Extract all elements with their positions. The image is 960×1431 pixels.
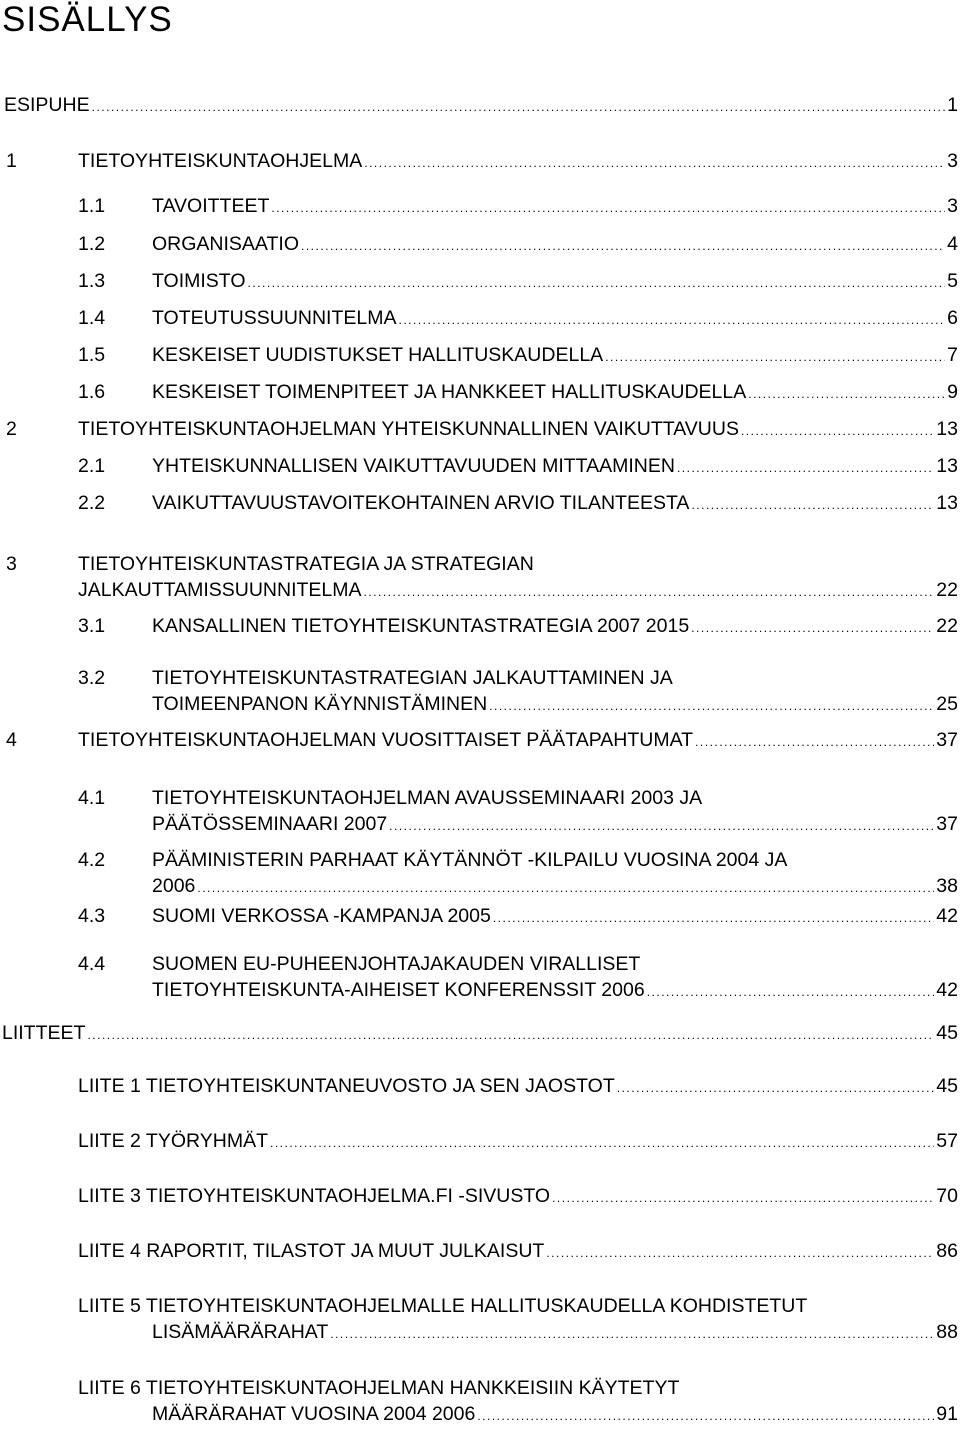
toc-page-number: 45	[936, 1022, 958, 1044]
toc-entry-label: TIETOYHTEISKUNTASTRATEGIAN JALKAUTTAMINEN JA	[152, 667, 673, 689]
dot-leader	[748, 381, 945, 407]
toc-page-number: 86	[936, 1240, 958, 1262]
toc-entry-number: 2.2	[78, 492, 106, 514]
toc-page-number: 70	[936, 1185, 958, 1207]
toc-entry[interactable]	[0, 1183, 960, 1209]
dot-leader	[677, 455, 934, 481]
toc-entry-number: 1.3	[78, 270, 106, 292]
dot-leader	[270, 1130, 934, 1156]
toc-entry[interactable]	[0, 1238, 960, 1264]
toc-entry-number: 1	[6, 150, 17, 172]
toc-entry[interactable]	[0, 342, 960, 368]
toc-entry-number: 4.2	[78, 849, 106, 871]
dot-leader	[87, 1022, 934, 1048]
toc-entry[interactable]	[0, 847, 960, 899]
dot-leader	[364, 579, 935, 605]
toc-entry-number: 1.6	[78, 381, 106, 403]
dot-leader	[477, 1403, 934, 1429]
dot-leader	[248, 270, 946, 296]
toc-entry[interactable]	[0, 92, 960, 118]
dot-leader	[301, 233, 945, 259]
dot-leader	[695, 729, 934, 755]
toc-entry-label: SUOMEN EU-PUHEENJOHTAJAKAUDEN VIRALLISET	[152, 953, 641, 975]
toc-entry-label: SUOMI VERKOSSA -KAMPANJA 2005	[152, 905, 491, 927]
toc-entry-number: 1.4	[78, 307, 106, 329]
toc-page-number: 37	[936, 729, 958, 751]
toc-page-number: 88	[936, 1321, 958, 1343]
toc-entry[interactable]	[0, 785, 960, 837]
toc-entry[interactable]	[0, 453, 960, 479]
toc-page-number: 22	[936, 615, 958, 637]
dot-leader	[493, 905, 934, 931]
toc-entry-number: 4.1	[78, 787, 106, 809]
toc-page-number: 45	[936, 1075, 958, 1097]
toc-entry-label: KESKEISET UUDISTUKSET HALLITUSKAUDELLA	[152, 344, 604, 366]
toc-entry[interactable]	[0, 1073, 960, 1099]
toc-page-number: 91	[936, 1403, 958, 1425]
dot-leader	[489, 693, 934, 719]
toc-entry[interactable]	[0, 268, 960, 294]
dot-leader	[691, 492, 934, 518]
toc-entry-number: 1.2	[78, 233, 106, 255]
dot-leader	[364, 150, 945, 176]
toc-page-number: 6	[947, 307, 958, 329]
toc-entry-label: LIITE 5 TIETOYHTEISKUNTAOHJELMALLE HALLITUSKAUDELLA KOHDISTETUT	[78, 1295, 808, 1317]
toc-entry-label: TIETOYHTEISKUNTAOHJELMAN AVAUSSEMINAARI 2003 JA	[152, 787, 703, 809]
toc-entry-label: LIITTEET	[2, 1022, 86, 1044]
toc-entry-label: TIETOYHTEISKUNTA-AIHEISET KONFERENSSIT 2006	[152, 979, 645, 1001]
toc-entry[interactable]	[0, 305, 960, 331]
toc-entry[interactable]	[0, 416, 960, 442]
toc-entry-number: 4.3	[78, 905, 106, 927]
toc-entry[interactable]	[0, 665, 960, 717]
toc-page-number: 22	[936, 579, 958, 601]
toc-entry-label: VAIKUTTAVUUSTAVOITEKOHTAINEN ARVIO TILANTEESTA	[152, 492, 690, 514]
dot-leader	[546, 1240, 934, 1266]
toc-entry[interactable]	[0, 727, 960, 753]
toc-entry[interactable]	[0, 1375, 960, 1427]
toc-page-number: 13	[936, 418, 958, 440]
dot-leader	[647, 979, 935, 1005]
toc-entry-number: 1.5	[78, 344, 106, 366]
toc-entry[interactable]	[0, 551, 960, 603]
dot-leader	[330, 1321, 934, 1347]
dot-leader	[271, 195, 945, 221]
dot-leader	[399, 307, 946, 333]
dot-leader	[92, 94, 946, 120]
toc-entry-label: PÄÄMINISTERIN PARHAAT KÄYTÄNNÖT -KILPAILU VUOSINA 2004 JA	[152, 849, 788, 871]
toc-entry[interactable]	[0, 1020, 960, 1046]
toc-page-number: 42	[936, 905, 958, 927]
toc-entry-number: 4.4	[78, 953, 106, 975]
toc-entry-label: MÄÄRÄRAHAT VUOSINA 2004 2006	[152, 1403, 476, 1425]
toc-entry-label: TIETOYHTEISKUNTAOHJELMA	[78, 150, 363, 172]
toc-entry-label: KANSALLINEN TIETOYHTEISKUNTASTRATEGIA 2007 2015	[152, 615, 690, 637]
toc-page-number: 7	[947, 344, 958, 366]
toc-entry-label: TIETOYHTEISKUNTASTRATEGIA JA STRATEGIAN	[78, 553, 534, 575]
toc-entry[interactable]	[0, 193, 960, 219]
toc-entry[interactable]	[0, 1128, 960, 1154]
dot-leader	[389, 813, 934, 839]
toc-entry-label: LIITE 3 TIETOYHTEISKUNTAOHJELMA.FI -SIVUSTO	[78, 1185, 551, 1207]
toc-page-number: 13	[936, 492, 958, 514]
toc-entry-label: KESKEISET TOIMENPITEET JA HANKKEET HALLITUSKAUDELLA	[152, 381, 747, 403]
toc-page-number: 5	[947, 270, 958, 292]
toc-page-number: 25	[936, 693, 958, 715]
toc-entry[interactable]	[0, 490, 960, 516]
toc-page-number: 38	[936, 875, 958, 897]
toc-entry-label: TOIMISTO	[152, 270, 246, 292]
toc-entry[interactable]	[0, 148, 960, 174]
toc-entry-number: 2	[6, 418, 17, 440]
toc-entry[interactable]	[0, 231, 960, 257]
dot-leader	[691, 615, 934, 641]
toc-entry-label: LIITE 4 RAPORTIT, TILASTOT JA MUUT JULKAISUT	[78, 1240, 545, 1262]
toc-entry-number: 3.1	[78, 615, 106, 637]
toc-entry-label: YHTEISKUNNALLISEN VAIKUTTAVUUDEN MITTAAMINEN	[152, 455, 675, 477]
dot-leader	[617, 1075, 935, 1101]
toc-entry[interactable]	[0, 951, 960, 1003]
toc-page-number: 3	[947, 150, 958, 172]
page-title: SISÄLLYS	[2, 0, 173, 39]
dot-leader	[605, 344, 945, 370]
toc-page-number: 57	[936, 1130, 958, 1152]
toc-entry-label: TIETOYHTEISKUNTAOHJELMAN YHTEISKUNNALLINEN VAIKUTTAVUUS	[78, 418, 739, 440]
toc-entry-label: LIITE 6 TIETOYHTEISKUNTAOHJELMAN HANKKEISIIN KÄYTETYT	[78, 1377, 680, 1399]
dot-leader	[197, 875, 934, 901]
toc-entry-label: TOIMEENPANON KÄYNNISTÄMINEN	[152, 693, 488, 715]
toc-page-number: 3	[947, 195, 958, 217]
toc-entry[interactable]	[0, 379, 960, 405]
toc-entry[interactable]	[0, 613, 960, 639]
toc-entry-label: TIETOYHTEISKUNTAOHJELMAN VUOSITTAISET PÄÄTAPAHTUMAT	[78, 729, 694, 751]
toc-entry-label: TAVOITTEET	[152, 195, 270, 217]
toc-page-number: 1	[947, 94, 958, 116]
toc-page-number: 13	[936, 455, 958, 477]
toc-entry-number: 1.1	[78, 195, 106, 217]
toc-entry-number: 4	[6, 729, 17, 751]
toc-page-number: 42	[936, 979, 958, 1001]
toc-entry-number: 2.1	[78, 455, 106, 477]
toc-entry-label: JALKAUTTAMISSUUNNITELMA	[78, 579, 362, 601]
toc-entry-label: ORGANISAATIO	[152, 233, 299, 255]
toc-entry-number: 3	[6, 553, 17, 575]
toc-entry-label: LISÄMÄÄRÄRAHAT	[152, 1321, 329, 1343]
toc-entry[interactable]	[0, 903, 960, 929]
toc-page-number: 4	[947, 233, 958, 255]
toc-page-number: 9	[947, 381, 958, 403]
toc-entry-number: 3.2	[78, 667, 106, 689]
toc-entry-label: PÄÄTÖSSEMINAARI 2007	[152, 813, 388, 835]
toc-entry-label: LIITE 1 TIETOYHTEISKUNTANEUVOSTO JA SEN JAOSTOT	[78, 1075, 615, 1097]
toc-entry-label: LIITE 2 TYÖRYHMÄT	[78, 1130, 268, 1152]
toc-entry-label: 2006	[152, 875, 196, 897]
dot-leader	[552, 1185, 934, 1211]
toc-page-number: 37	[936, 813, 958, 835]
toc-entry-label: ESIPUHE	[4, 94, 90, 116]
toc-entry[interactable]	[0, 1293, 960, 1345]
toc-entry-label: TOTEUTUSSUUNNITELMA	[152, 307, 397, 329]
dot-leader	[741, 418, 934, 444]
